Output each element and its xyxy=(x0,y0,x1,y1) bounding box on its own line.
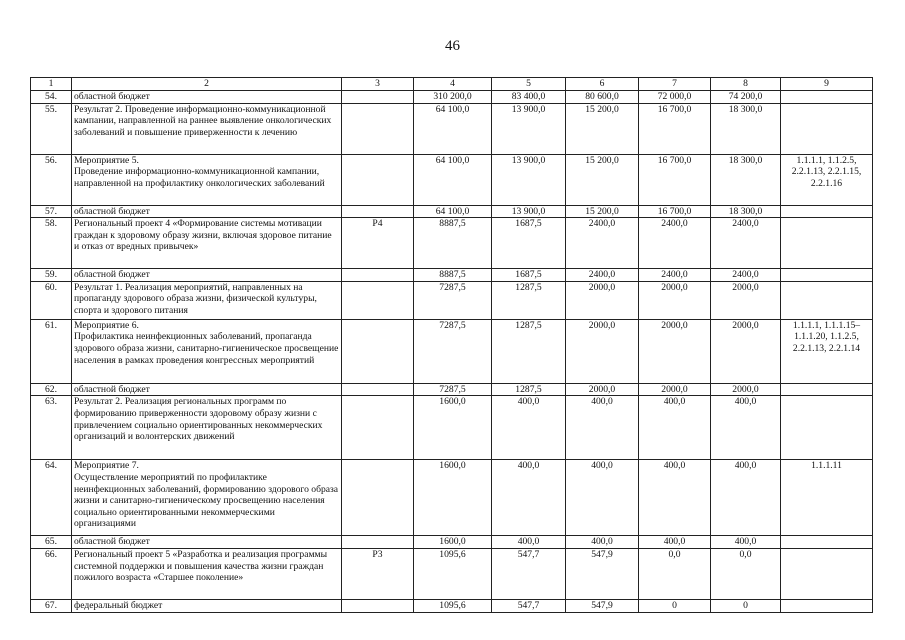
cell-v4: 1600,0 xyxy=(414,396,492,460)
cell-v6: 2400,0 xyxy=(566,218,639,269)
column-header: 7 xyxy=(639,78,711,91)
cell-text: областной бюджет xyxy=(72,383,342,396)
table-row xyxy=(31,536,873,549)
cell-ref xyxy=(781,281,873,319)
cell-v6: 15 200,0 xyxy=(566,103,639,154)
cell-ref: 1.1.1.11 xyxy=(781,460,873,536)
table-row xyxy=(31,319,873,383)
cell-v4: 1600,0 xyxy=(414,460,492,536)
cell-ref xyxy=(781,536,873,549)
cell-v4: 64 100,0 xyxy=(414,205,492,218)
cell-text: Региональный проект 4 «Формирование системы мотивации граждан к здоровому образу жизни, включая здоровое питание и отказ от вредных привычек» xyxy=(72,218,342,269)
cell-v6: 2000,0 xyxy=(566,383,639,396)
cell-text: областной бюджет xyxy=(72,205,342,218)
table-row xyxy=(31,460,873,536)
cell-text: областной бюджет xyxy=(72,536,342,549)
cell-v4: 1095,6 xyxy=(414,599,492,612)
cell-v4: 8887,5 xyxy=(414,218,492,269)
cell-v7: 400,0 xyxy=(639,536,711,549)
cell-v5: 13 900,0 xyxy=(492,103,566,154)
cell-code xyxy=(342,599,414,612)
cell-n: 66. xyxy=(31,548,72,599)
page-number: 46 xyxy=(445,38,460,54)
cell-v4: 7287,5 xyxy=(414,281,492,319)
cell-ref xyxy=(781,103,873,154)
cell-code xyxy=(342,281,414,319)
cell-v7: 16 700,0 xyxy=(639,205,711,218)
cell-v5: 1287,5 xyxy=(492,383,566,396)
cell-text: Мероприятие 5. Проведение информационно-коммуникационной кампании, направленной на профилактику онкологических заболеваний xyxy=(72,154,342,205)
cell-text: Результат 2. Реализация региональных программ по формированию приверженности здоровому образу жизни с привлечением социально ориентированных некоммерческих организаций и волонтерских движений xyxy=(72,396,342,460)
cell-text: Мероприятие 6. Профилактика неинфекционных заболеваний, пропаганда здорового образа жизни, санитарно-гигиеническое просвещение населения в рамках проведения конгрессных мероприятий xyxy=(72,319,342,383)
cell-v4: 1600,0 xyxy=(414,536,492,549)
cell-v5: 1687,5 xyxy=(492,218,566,269)
table-row xyxy=(31,269,873,282)
cell-ref xyxy=(781,599,873,612)
cell-v7: 16 700,0 xyxy=(639,154,711,205)
cell-ref xyxy=(781,218,873,269)
cell-text: Результат 2. Проведение информационно-коммуникационной кампании, направленной на раннее выявление онкологических заболеваний и повышение приверженности к лечению xyxy=(72,103,342,154)
table-row xyxy=(31,154,873,205)
cell-v6: 80 600,0 xyxy=(566,91,639,104)
cell-code xyxy=(342,103,414,154)
cell-n: 64. xyxy=(31,460,72,536)
cell-ref: 1.1.1.1, 1.1.2.5, 2.2.1.13, 2.2.1.15, 2.2.1.16 xyxy=(781,154,873,205)
table-header-row xyxy=(31,78,873,91)
cell-v5: 83 400,0 xyxy=(492,91,566,104)
cell-v6: 15 200,0 xyxy=(566,154,639,205)
cell-v7: 2400,0 xyxy=(639,269,711,282)
cell-v4: 7287,5 xyxy=(414,383,492,396)
cell-code xyxy=(342,383,414,396)
column-header: 5 xyxy=(492,78,566,91)
cell-v4: 1095,6 xyxy=(414,548,492,599)
cell-n: 59. xyxy=(31,269,72,282)
cell-ref xyxy=(781,383,873,396)
cell-v7: 2000,0 xyxy=(639,281,711,319)
cell-v5: 547,7 xyxy=(492,548,566,599)
table-row xyxy=(31,396,873,460)
cell-v7: 72 000,0 xyxy=(639,91,711,104)
cell-v8: 0 xyxy=(711,599,781,612)
cell-v8: 2400,0 xyxy=(711,218,781,269)
cell-v5: 400,0 xyxy=(492,460,566,536)
cell-n: 55. xyxy=(31,103,72,154)
cell-v5: 400,0 xyxy=(492,536,566,549)
cell-ref xyxy=(781,396,873,460)
cell-n: 58. xyxy=(31,218,72,269)
cell-v5: 547,7 xyxy=(492,599,566,612)
cell-v5: 1287,5 xyxy=(492,319,566,383)
cell-v7: 400,0 xyxy=(639,396,711,460)
cell-v5: 13 900,0 xyxy=(492,205,566,218)
cell-v6: 15 200,0 xyxy=(566,205,639,218)
cell-text: Региональный проект 5 «Разработка и реализация программы системной поддержки и повышения качества жизни граждан пожилого возраста «Старшее поколение» xyxy=(72,548,342,599)
table-row xyxy=(31,383,873,396)
cell-v8: 2000,0 xyxy=(711,383,781,396)
column-header: 1 xyxy=(31,78,72,91)
cell-v5: 13 900,0 xyxy=(492,154,566,205)
cell-v6: 400,0 xyxy=(566,536,639,549)
cell-n: 54. xyxy=(31,91,72,104)
cell-v8: 74 200,0 xyxy=(711,91,781,104)
cell-code xyxy=(342,536,414,549)
cell-n: 65. xyxy=(31,536,72,549)
cell-code xyxy=(342,154,414,205)
table-row xyxy=(31,548,873,599)
table-row xyxy=(31,599,873,612)
cell-v8: 400,0 xyxy=(711,396,781,460)
cell-v7: 2400,0 xyxy=(639,218,711,269)
column-header: 8 xyxy=(711,78,781,91)
cell-code xyxy=(342,91,414,104)
cell-v8: 18 300,0 xyxy=(711,205,781,218)
cell-ref xyxy=(781,91,873,104)
cell-text: областной бюджет xyxy=(72,269,342,282)
table-row xyxy=(31,205,873,218)
cell-ref: 1.1.1.1, 1.1.1.15–1.1.1.20, 1.1.2.5, 2.2.1.13, 2.2.1.14 xyxy=(781,319,873,383)
cell-v8: 2000,0 xyxy=(711,281,781,319)
cell-n: 63. xyxy=(31,396,72,460)
cell-n: 60. xyxy=(31,281,72,319)
cell-code xyxy=(342,319,414,383)
cell-v7: 0,0 xyxy=(639,548,711,599)
table-row xyxy=(31,281,873,319)
column-header: 9 xyxy=(781,78,873,91)
cell-n: 61. xyxy=(31,319,72,383)
column-header: 4 xyxy=(414,78,492,91)
cell-code xyxy=(342,396,414,460)
cell-text: Мероприятие 7. Осуществление мероприятий по профилактике неинфекционных заболеваний, формированию здорового образа жизни и санитарно-гигиеническому просвещению населения социально ориентированными некоммерческими организациями xyxy=(72,460,342,536)
cell-text: федеральный бюджет xyxy=(72,599,342,612)
cell-code: P3 xyxy=(342,548,414,599)
cell-v6: 400,0 xyxy=(566,460,639,536)
cell-v7: 0 xyxy=(639,599,711,612)
cell-v5: 1687,5 xyxy=(492,269,566,282)
cell-v4: 7287,5 xyxy=(414,319,492,383)
budget-table xyxy=(30,77,873,613)
cell-v8: 18 300,0 xyxy=(711,154,781,205)
cell-v6: 400,0 xyxy=(566,396,639,460)
cell-ref xyxy=(781,205,873,218)
cell-text: Результат 1. Реализация мероприятий, направленных на пропаганду здорового образа жизни, физической культуры, спорта и здорового питания xyxy=(72,281,342,319)
cell-v8: 2000,0 xyxy=(711,319,781,383)
cell-ref xyxy=(781,548,873,599)
cell-v5: 400,0 xyxy=(492,396,566,460)
table-row xyxy=(31,218,873,269)
cell-n: 67. xyxy=(31,599,72,612)
cell-n: 57. xyxy=(31,205,72,218)
cell-v5: 1287,5 xyxy=(492,281,566,319)
cell-code xyxy=(342,205,414,218)
column-header: 3 xyxy=(342,78,414,91)
cell-v4: 64 100,0 xyxy=(414,154,492,205)
column-header: 6 xyxy=(566,78,639,91)
cell-code xyxy=(342,269,414,282)
cell-v6: 2000,0 xyxy=(566,281,639,319)
cell-v6: 2000,0 xyxy=(566,319,639,383)
table-row xyxy=(31,91,873,104)
cell-ref xyxy=(781,269,873,282)
cell-v8: 400,0 xyxy=(711,460,781,536)
cell-v8: 400,0 xyxy=(711,536,781,549)
cell-v7: 16 700,0 xyxy=(639,103,711,154)
cell-n: 56. xyxy=(31,154,72,205)
cell-v6: 2400,0 xyxy=(566,269,639,282)
cell-v7: 400,0 xyxy=(639,460,711,536)
cell-v8: 18 300,0 xyxy=(711,103,781,154)
table-row xyxy=(31,103,873,154)
cell-code: P4 xyxy=(342,218,414,269)
cell-v7: 2000,0 xyxy=(639,383,711,396)
cell-v4: 8887,5 xyxy=(414,269,492,282)
cell-text: областной бюджет xyxy=(72,91,342,104)
cell-v4: 310 200,0 xyxy=(414,91,492,104)
cell-code xyxy=(342,460,414,536)
cell-n: 62. xyxy=(31,383,72,396)
cell-v7: 2000,0 xyxy=(639,319,711,383)
cell-v4: 64 100,0 xyxy=(414,103,492,154)
cell-v6: 547,9 xyxy=(566,548,639,599)
cell-v8: 0,0 xyxy=(711,548,781,599)
cell-v6: 547,9 xyxy=(566,599,639,612)
column-header: 2 xyxy=(72,78,342,91)
cell-v8: 2400,0 xyxy=(711,269,781,282)
